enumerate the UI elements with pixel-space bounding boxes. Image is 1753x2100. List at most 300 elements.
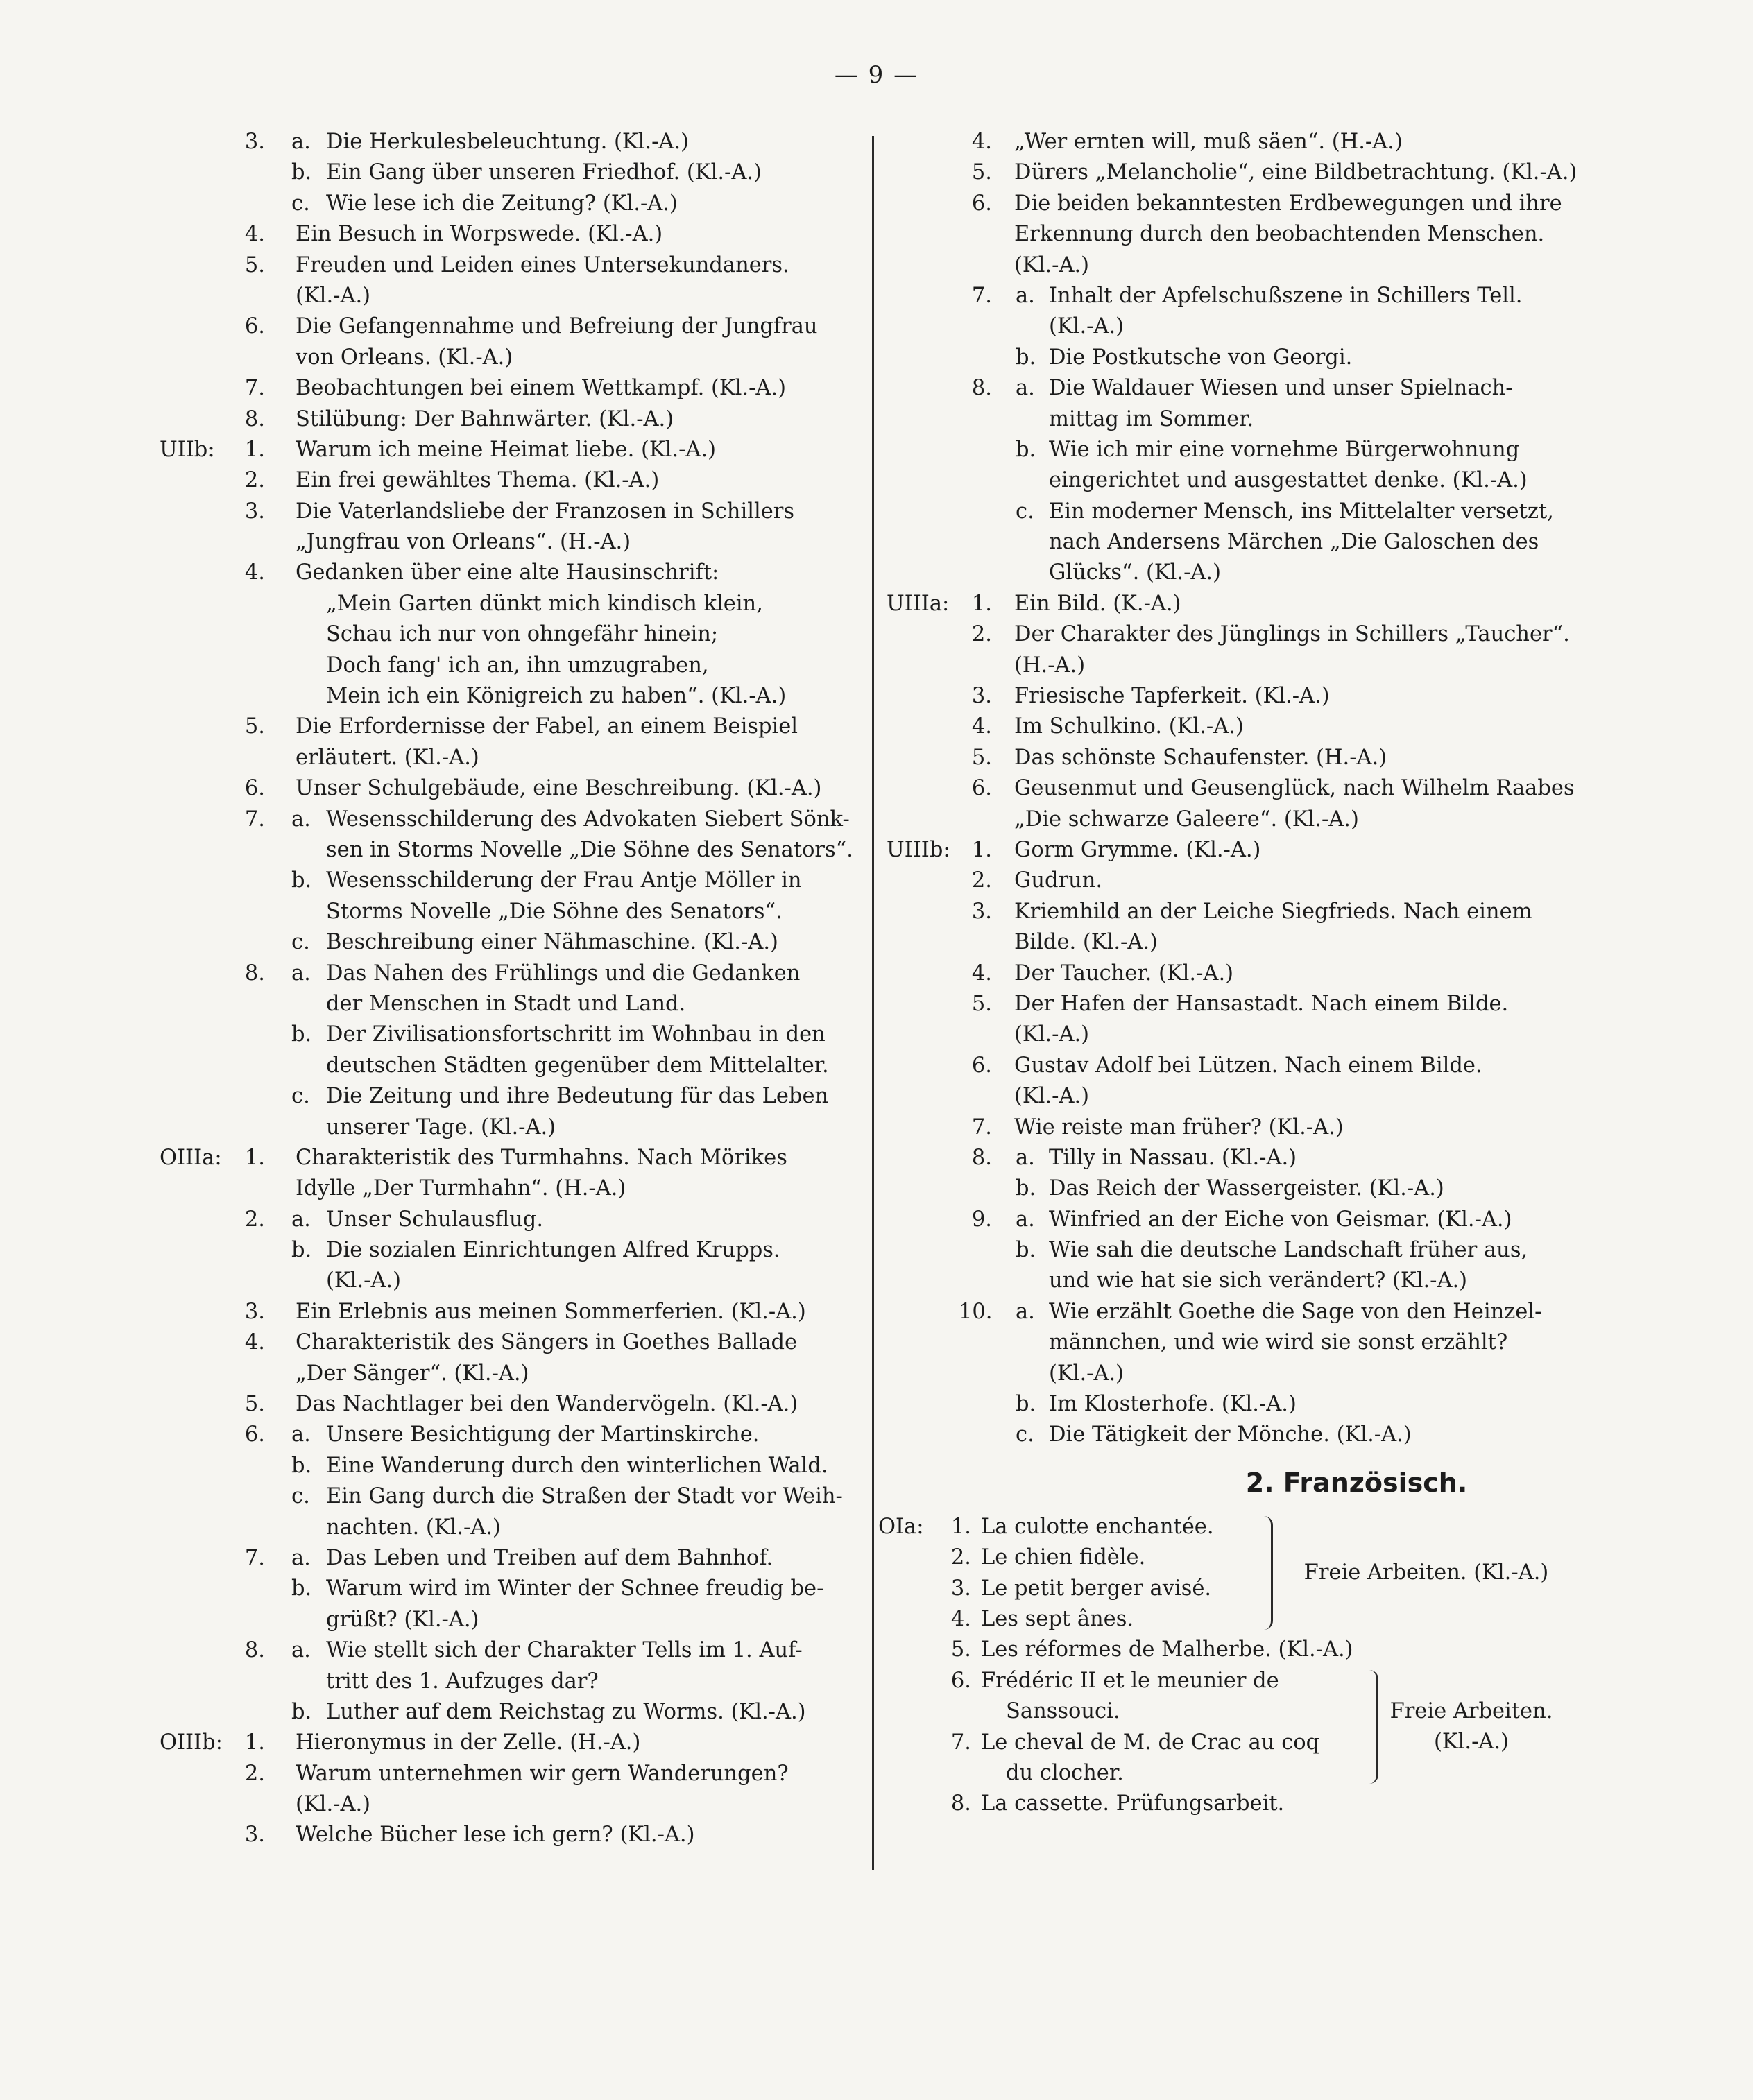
subitem-letter: b. — [291, 160, 312, 185]
list-item — [160, 1112, 857, 1143]
item-text: Tilly in Nassau. (Kl.-A.) — [1049, 1145, 1297, 1170]
item-number: 5. — [971, 160, 992, 185]
item-text: Die beiden bekanntesten Erdbewegungen und ihre — [1014, 191, 1562, 216]
item-number: 5. — [244, 1392, 265, 1417]
item-text: Wie ich mir eine vornehme Bürgerwohnung — [1049, 437, 1520, 462]
list-item — [887, 1112, 1584, 1143]
item-text: (Kl.-A.) — [1049, 1361, 1125, 1386]
subitem-letter: a. — [291, 1207, 311, 1232]
item-text: Die sozialen Einrichtungen Alfred Krupps. — [326, 1238, 780, 1263]
item-text: Warum wird im Winter der Schnee freudig be- — [326, 1576, 824, 1601]
item-text: Im Klosterhofe. (Kl.-A.) — [1049, 1392, 1297, 1417]
item-number: 1. — [244, 437, 265, 462]
class-label: OIa: — [878, 1514, 924, 1539]
item-text: Die Vaterlandsliebe der Franzosen in Schillers — [296, 499, 794, 524]
list-item — [160, 527, 857, 558]
item-text: Winfried an der Eiche von Geismar. (Kl.-A.) — [1049, 1207, 1512, 1232]
list-item — [160, 804, 857, 835]
subitem-letter: b. — [291, 868, 312, 893]
item-text: Der Charakter des Jünglings in Schillers „Taucher“. — [1014, 622, 1570, 647]
item-text: Frédéric II et le meunier de — [981, 1668, 1279, 1693]
item-text: Wie sah die deutsche Landschaft früher aus, — [1049, 1238, 1528, 1263]
list-item — [887, 497, 1584, 527]
list-item — [160, 1173, 857, 1204]
item-number: 7. — [244, 807, 265, 832]
list-item — [887, 219, 1584, 250]
list-item — [160, 866, 857, 896]
list-item — [160, 127, 857, 157]
item-text: Die Tätigkeit der Mönche. (Kl.-A.) — [1049, 1422, 1412, 1447]
item-number: 3. — [244, 1299, 265, 1324]
item-number: 5. — [971, 991, 992, 1016]
item-text: Ein Erlebnis aus meinen Sommerferien. (Kl.-A.) — [296, 1299, 806, 1324]
item-text: Gudrun. — [1014, 868, 1103, 893]
list-item — [887, 651, 1584, 681]
item-number: 4. — [971, 961, 992, 986]
subitem-letter: a. — [291, 130, 311, 154]
item-text: Les sept ânes. — [981, 1606, 1134, 1631]
list-item — [887, 1389, 1584, 1420]
list-item — [160, 1235, 857, 1266]
item-text: Glücks“. (Kl.-A.) — [1049, 560, 1222, 585]
list-item — [160, 1266, 857, 1296]
list-item — [160, 1359, 857, 1389]
item-number: 2. — [971, 868, 992, 893]
subitem-letter: c. — [1016, 499, 1034, 524]
item-number: 7. — [950, 1730, 971, 1755]
item-text: eingerichtet und ausgestattet denke. (Kl.-A.) — [1049, 468, 1528, 493]
item-number: 5. — [244, 252, 265, 277]
list-item — [887, 835, 1584, 866]
list-item — [160, 1574, 857, 1604]
list-item — [887, 1297, 1584, 1327]
list-item — [887, 1604, 1584, 1635]
item-text: Beschreibung einer Nähmaschine. (Kl.-A.) — [326, 930, 778, 955]
item-text: von Orleans. (Kl.-A.) — [296, 345, 513, 370]
subitem-letter: b. — [1016, 345, 1036, 370]
item-text: mittag im Sommer. — [1049, 406, 1254, 431]
column-divider — [872, 136, 874, 1870]
list-item — [160, 373, 857, 404]
item-number: 3. — [244, 1823, 265, 1848]
item-number: 5. — [971, 745, 992, 770]
list-item — [887, 157, 1584, 188]
item-text: grüßt? (Kl.-A.) — [326, 1607, 479, 1632]
list-item — [160, 743, 857, 773]
item-text: Les réformes de Malherbe. (Kl.-A.) — [981, 1637, 1353, 1662]
list-item — [887, 927, 1584, 958]
subitem-letter: b. — [291, 1022, 312, 1047]
item-text: Ein Gang über unseren Friedhof. (Kl.-A.) — [326, 160, 762, 185]
item-text: „Mein Garten dünkt mich kindisch klein, — [326, 591, 763, 616]
item-text: Warum unternehmen wir gern Wanderungen? — [296, 1761, 789, 1786]
list-item — [160, 989, 857, 1019]
item-text: sen in Storms Novelle „Die Söhne des Senators“. — [326, 837, 853, 862]
item-text: Die Postkutsche von Georgi. — [1049, 345, 1353, 370]
item-text: La cassette. Prüfungsarbeit. — [981, 1791, 1285, 1816]
item-text: „Der Sänger“. (Kl.-A.) — [296, 1361, 529, 1386]
item-text: Ein moderner Mensch, ins Mittelalter versetzt, — [1049, 499, 1554, 524]
list-item — [160, 189, 857, 219]
item-text: Mein ich ein Königreich zu haben“. (Kl.-A.) — [326, 684, 787, 709]
page-number: — 9 — — [834, 61, 919, 89]
item-text: Die Zeitung und ihre Bedeutung für das Leben — [326, 1084, 829, 1109]
item-text: Dürers „Melancholie“, eine Bildbetrachtung. (Kl.-A.) — [1014, 160, 1577, 185]
item-text: Gustav Adolf bei Lützen. Nach einem Bilde. — [1014, 1053, 1482, 1078]
item-text: „Wer ernten will, muß säen“. (H.-A.) — [1014, 130, 1403, 154]
list-item — [887, 250, 1584, 281]
item-text: Stilübung: Der Bahnwärter. (Kl.-A.) — [296, 406, 674, 431]
item-number: 8. — [244, 961, 265, 986]
item-number: 5. — [244, 714, 265, 739]
item-number: 6. — [244, 314, 265, 339]
list-item — [160, 465, 857, 496]
item-text: (Kl.-A.) — [1049, 314, 1125, 339]
list-item — [887, 1143, 1584, 1173]
list-item — [887, 681, 1584, 712]
list-item — [160, 1205, 857, 1235]
item-number: 7. — [244, 376, 265, 401]
subitem-letter: a. — [1016, 283, 1035, 308]
item-text: Wesensschilderung der Frau Antje Möller in — [326, 868, 802, 893]
subitem-letter: c. — [1016, 1422, 1034, 1447]
subitem-letter: c. — [291, 191, 310, 216]
list-item — [160, 1389, 857, 1420]
list-item — [887, 1327, 1584, 1358]
item-text: Ein Besuch in Worpswede. (Kl.-A.) — [296, 222, 663, 247]
item-text: (Kl.-A.) — [296, 283, 371, 308]
list-item — [887, 1789, 1584, 1819]
list-item — [887, 1758, 1584, 1789]
item-number: 2. — [950, 1545, 971, 1570]
item-text: Wie stellt sich der Charakter Tells im 1. Auf- — [326, 1638, 803, 1663]
list-item — [887, 897, 1584, 927]
list-item — [887, 1173, 1584, 1204]
item-text: Le petit berger avisé. — [981, 1576, 1212, 1601]
item-number: 2. — [244, 1207, 265, 1232]
item-text: Welche Bücher lese ich gern? (Kl.-A.) — [296, 1823, 695, 1848]
list-item — [887, 1081, 1584, 1112]
brace-label: Freie Arbeiten. (Kl.-A.) — [1303, 1560, 1549, 1585]
item-number: 3. — [950, 1576, 971, 1601]
class-label: OIIIb: — [160, 1730, 223, 1755]
item-number: 4. — [971, 714, 992, 739]
subitem-letter: b. — [1016, 1392, 1036, 1417]
item-text: Warum ich meine Heimat liebe. (Kl.-A.) — [296, 437, 717, 462]
list-item — [887, 1019, 1584, 1050]
list-item — [887, 1266, 1584, 1296]
item-text: unserer Tage. (Kl.-A.) — [326, 1114, 556, 1139]
item-text: Das Nachtlager bei den Wandervögeln. (Kl.-A.) — [296, 1392, 798, 1417]
item-text: (Kl.-A.) — [1014, 1022, 1090, 1047]
item-text: der Menschen in Stadt und Land. — [326, 991, 686, 1016]
list-item — [160, 343, 857, 373]
list-item — [887, 866, 1584, 896]
list-item — [160, 927, 857, 958]
list-item — [160, 589, 857, 619]
item-number: 1. — [950, 1514, 971, 1539]
list-item — [160, 1543, 857, 1574]
item-text: Das Reich der Wassergeister. (Kl.-A.) — [1049, 1176, 1444, 1201]
list-item — [887, 558, 1584, 588]
subitem-letter: a. — [291, 807, 311, 832]
item-number: 7. — [971, 1114, 992, 1139]
item-text: Ein Gang durch die Straßen der Stadt vor Weih- — [326, 1484, 843, 1509]
item-text: Ein Bild. (K.-A.) — [1014, 591, 1181, 616]
item-number: 1. — [244, 1145, 265, 1170]
subitem-letter: b. — [291, 1453, 312, 1478]
subitem-letter: a. — [291, 1638, 311, 1663]
list-item — [160, 497, 857, 527]
item-text: Der Taucher. (Kl.-A.) — [1014, 961, 1234, 986]
subitem-letter: b. — [1016, 437, 1036, 462]
item-text: männchen, und wie wird sie sonst erzählt? — [1049, 1330, 1508, 1355]
list-item — [160, 1481, 857, 1512]
item-number: 9. — [971, 1207, 992, 1232]
item-number: 1. — [971, 591, 992, 616]
list-item — [887, 527, 1584, 558]
list-item — [887, 712, 1584, 742]
curly-brace — [1369, 1670, 1378, 1784]
item-number: 8. — [244, 1638, 265, 1663]
list-item — [887, 589, 1584, 619]
list-item — [887, 281, 1584, 311]
item-text: Gedanken über eine alte Hausinschrift: — [296, 560, 719, 585]
item-number: 4. — [950, 1606, 971, 1631]
section-heading-french: 2. Französisch. — [1245, 1467, 1468, 1498]
subitem-letter: b. — [1016, 1238, 1036, 1263]
list-item — [160, 958, 857, 989]
list-item — [887, 343, 1584, 373]
list-item — [160, 1605, 857, 1635]
subitem-letter: a. — [1016, 376, 1035, 401]
item-number: 3. — [244, 499, 265, 524]
item-number: 4. — [971, 130, 992, 154]
item-number: 8. — [971, 1145, 992, 1170]
brace-label — [1385, 1696, 1558, 1758]
list-item — [160, 835, 857, 866]
item-text: Das schönste Schaufenster. (H.-A.) — [1014, 745, 1387, 770]
item-text: Wesensschilderung des Advokaten Siebert Sönk- — [326, 807, 850, 832]
list-item — [160, 311, 857, 342]
item-number: 3. — [244, 130, 265, 154]
item-text: Sanssouci. — [1006, 1699, 1120, 1724]
item-text: Storms Novelle „Die Söhne des Senators“. — [326, 899, 783, 924]
list-item — [887, 465, 1584, 496]
item-number: 3. — [971, 899, 992, 924]
list-item — [160, 1327, 857, 1358]
list-item — [887, 189, 1584, 219]
class-label: OIIIa: — [160, 1145, 222, 1170]
item-number: 1. — [244, 1730, 265, 1755]
item-text: Freuden und Leiden eines Untersekundaners. — [296, 252, 789, 277]
subitem-letter: b. — [291, 1238, 312, 1263]
item-number: 6. — [971, 776, 992, 801]
item-text: Der Hafen der Hansastadt. Nach einem Bilde. — [1014, 991, 1509, 1016]
item-number: 4. — [244, 222, 265, 247]
item-text: Der Zivilisationsfortschritt im Wohnbau in den — [326, 1022, 826, 1047]
list-item — [160, 1051, 857, 1081]
item-text: (Kl.-A.) — [1014, 1084, 1090, 1109]
list-item — [160, 157, 857, 188]
item-text: „Die schwarze Galeere“. (Kl.-A.) — [1014, 807, 1359, 832]
item-text: Das Nahen des Frühlings und die Gedanken — [326, 961, 801, 986]
list-item — [160, 281, 857, 311]
item-number: 4. — [244, 560, 265, 585]
list-item — [887, 1666, 1584, 1696]
item-number: 6. — [244, 776, 265, 801]
item-number: 2. — [971, 622, 992, 647]
brace-label-line: (Kl.-A.) — [1433, 1730, 1510, 1755]
list-item — [160, 1667, 857, 1697]
item-text: tritt des 1. Aufzuges dar? — [326, 1669, 599, 1694]
subitem-letter: c. — [291, 930, 310, 955]
item-text: Inhalt der Apfelschußszene in Schillers Tell. — [1049, 283, 1523, 308]
subitem-letter: a. — [1016, 1207, 1035, 1232]
german-topics-continued — [887, 127, 1584, 1451]
item-text: Hieronymus in der Zelle. (H.-A.) — [296, 1730, 641, 1755]
item-text: Schau ich nur von ohngefähr hinein; — [326, 622, 719, 647]
item-text: Geusenmut und Geusenglück, nach Wilhelm Raabes — [1014, 776, 1575, 801]
item-text: Ein frei gewähltes Thema. (Kl.-A.) — [296, 468, 660, 493]
list-item — [160, 1513, 857, 1543]
list-item — [160, 1697, 857, 1728]
list-item — [887, 1235, 1584, 1266]
list-item — [160, 619, 857, 650]
item-number: 10. — [959, 1299, 993, 1324]
list-item — [160, 897, 857, 927]
item-text: du clocher. — [1006, 1760, 1124, 1785]
list-item — [160, 1789, 857, 1820]
list-item — [887, 989, 1584, 1019]
list-item — [160, 712, 857, 742]
item-text: Bilde. (Kl.-A.) — [1014, 930, 1158, 955]
item-text: Le cheval de M. de Crac au coq — [981, 1730, 1320, 1755]
item-text: (Kl.-A.) — [1014, 252, 1090, 277]
list-item — [887, 1359, 1584, 1389]
item-text: Unser Schulgebäude, eine Beschreibung. (Kl.-A.) — [296, 776, 822, 801]
list-item — [887, 958, 1584, 989]
list-item — [887, 127, 1584, 157]
item-text: Charakteristik des Turmhahns. Nach Mörikes — [296, 1145, 787, 1170]
item-number: 4. — [244, 1330, 265, 1355]
list-item — [887, 1420, 1584, 1450]
item-text: (Kl.-A.) — [296, 1792, 371, 1817]
list-item — [160, 1820, 857, 1850]
item-text: Wie lese ich die Zeitung? (Kl.-A.) — [326, 191, 678, 216]
item-text: Kriemhild an der Leiche Siegfrieds. Nach einem — [1014, 899, 1532, 924]
item-text: „Jungfrau von Orleans“. (H.-A.) — [296, 530, 631, 555]
item-text: Le chien fidèle. — [981, 1545, 1146, 1570]
item-text: Charakteristik des Sängers in Goethes Ballade — [296, 1330, 798, 1355]
item-text: Wie erzählt Goethe die Sage von den Heinzel- — [1049, 1299, 1542, 1324]
subitem-letter: a. — [291, 961, 311, 986]
list-item — [160, 558, 857, 588]
list-item — [160, 1420, 857, 1450]
class-label: UIIIa: — [887, 591, 950, 616]
item-text: Doch fang' ich an, ihn umzugraben, — [326, 653, 709, 678]
list-item — [887, 619, 1584, 650]
item-text: nachten. (Kl.-A.) — [326, 1515, 501, 1540]
item-text: Wie reiste man früher? (Kl.-A.) — [1014, 1114, 1344, 1139]
list-item — [887, 435, 1584, 465]
item-text: deutschen Städten gegenüber dem Mittelalter. — [326, 1053, 829, 1078]
item-text: Die Herkulesbeleuchtung. (Kl.-A.) — [326, 130, 690, 154]
list-item — [160, 435, 857, 465]
item-text: Gorm Grymme. (Kl.-A.) — [1014, 837, 1261, 862]
subitem-letter: b. — [1016, 1176, 1036, 1201]
list-item — [160, 404, 857, 435]
item-number: 6. — [950, 1668, 971, 1693]
item-text: Idylle „Der Turmhahn“. (H.-A.) — [296, 1176, 626, 1201]
list-item — [160, 1081, 857, 1112]
list-item — [160, 1297, 857, 1327]
list-item — [887, 404, 1584, 435]
item-text: Die Erfordernisse der Fabel, an einem Beispiel — [296, 714, 798, 739]
right-column — [878, 127, 1584, 1820]
list-item — [160, 1451, 857, 1481]
list-item — [887, 1635, 1584, 1665]
list-item — [160, 651, 857, 681]
class-label: UIIb: — [160, 437, 215, 462]
list-item — [160, 1019, 857, 1050]
item-text: Unser Schulausflug. — [326, 1207, 544, 1232]
item-text: Friesische Tapferkeit. (Kl.-A.) — [1014, 684, 1330, 709]
item-text: Das Leben und Treiben auf dem Bahnhof. — [326, 1545, 773, 1570]
item-text: Luther auf dem Reichstag zu Worms. (Kl.-A.) — [326, 1699, 806, 1724]
list-item — [887, 373, 1584, 404]
list-item — [887, 1051, 1584, 1081]
list-item — [160, 773, 857, 804]
item-text: Die Waldauer Wiesen und unser Spielnach- — [1049, 376, 1513, 401]
item-text: La culotte enchantée. — [981, 1514, 1214, 1539]
list-item — [160, 1759, 857, 1789]
item-number: 8. — [971, 376, 992, 401]
item-text: erläutert. (Kl.-A.) — [296, 745, 479, 770]
item-text: und wie hat sie sich verändert? (Kl.-A.) — [1049, 1268, 1468, 1293]
subitem-letter: b. — [291, 1576, 312, 1601]
item-number: 2. — [244, 1761, 265, 1786]
item-text: nach Andersens Märchen „Die Galoschen des — [1049, 530, 1539, 555]
item-number: 3. — [971, 684, 992, 709]
item-number: 7. — [971, 283, 992, 308]
item-number: 1. — [971, 837, 992, 862]
list-item — [160, 1635, 857, 1666]
item-text: Die Gefangennahme und Befreiung der Jungfrau — [296, 314, 818, 339]
item-number: 5. — [950, 1637, 971, 1662]
item-number: 8. — [244, 406, 265, 431]
subitem-letter: c. — [291, 1084, 310, 1109]
item-number: 8. — [950, 1791, 971, 1816]
item-number: 6. — [971, 191, 992, 216]
item-text: (Kl.-A.) — [326, 1268, 402, 1293]
list-item — [160, 1728, 857, 1758]
curly-brace — [1264, 1516, 1273, 1630]
subitem-letter: b. — [291, 1699, 312, 1724]
list-item — [887, 1205, 1584, 1235]
list-item — [160, 1143, 857, 1173]
item-text: Im Schulkino. (Kl.-A.) — [1014, 714, 1244, 739]
subitem-letter: a. — [291, 1545, 311, 1570]
item-number: 7. — [244, 1545, 265, 1570]
list-item — [887, 773, 1584, 804]
item-text: Unsere Besichtigung der Martinskirche. — [326, 1422, 760, 1447]
french-group-1 — [878, 1512, 1584, 1635]
item-text: Eine Wanderung durch den winterlichen Wald. — [326, 1453, 828, 1478]
list-item — [887, 743, 1584, 773]
subitem-letter: a. — [1016, 1299, 1035, 1324]
item-number: 6. — [244, 1422, 265, 1447]
